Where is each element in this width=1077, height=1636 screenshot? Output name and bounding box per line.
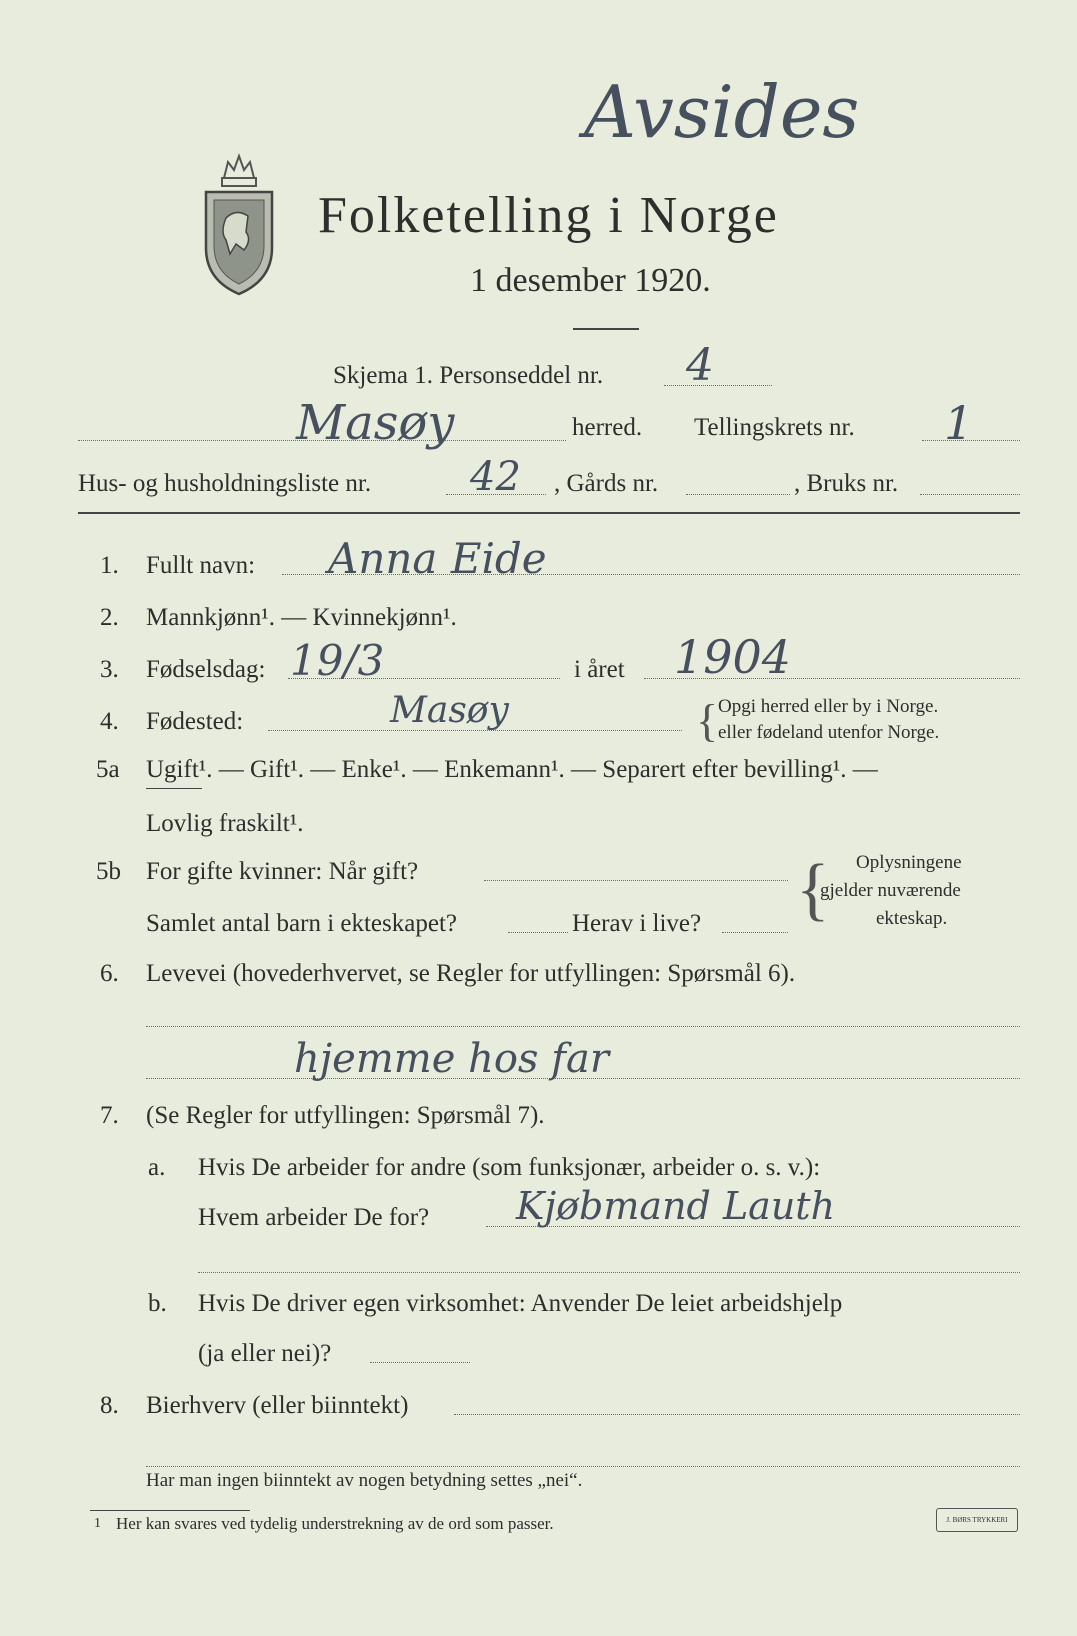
- skjema-label: Skjema 1. Personseddel nr.: [333, 362, 604, 389]
- footnote-text: Her kan svares ved tydelig understrekning av de ord som passer.: [116, 1514, 554, 1533]
- q7a-line-2: [198, 1272, 1020, 1273]
- tellingskrets-value: 1: [944, 396, 974, 450]
- herred-value: Masøy: [296, 395, 455, 451]
- q4-value: Masøy: [390, 690, 509, 731]
- q5a-label-2: Lovlig fraskilt¹.: [146, 810, 304, 837]
- q7a-label-2: Hvem arbeider De for?: [198, 1204, 430, 1231]
- q4-label: Fødested:: [146, 708, 244, 735]
- q8-note: Har man ingen biinntekt av nogen betydning settes „nei“.: [146, 1470, 583, 1491]
- q5b-line-2: [508, 932, 568, 933]
- handwritten-avsides: Avsides: [584, 70, 860, 154]
- q5b-label-3: Herav i live?: [572, 910, 702, 937]
- q8-line-2: [146, 1466, 1020, 1467]
- q7-label: (Se Regler for utfyllingen: Spørsmål 7).: [146, 1102, 545, 1129]
- coat-of-arms-icon: [196, 148, 282, 298]
- header-divider: [78, 512, 1020, 514]
- form-date: 1 desember 1920.: [470, 262, 711, 299]
- tellingskrets-label: Tellingskrets nr.: [694, 414, 855, 441]
- q6-number: 6.: [100, 960, 119, 987]
- q5a-label: Ugift¹. — Gift¹. — Enke¹. — Enkemann¹. — Separert efter bevilling¹. —: [146, 756, 878, 783]
- q8-label: Bierhverv (eller biinntekt): [146, 1392, 409, 1419]
- q7a-label: Hvis De arbeider for andre (som funksjonær, arbeider o. s. v.):: [198, 1154, 821, 1181]
- q4-note-1: Opgi herred eller by i Norge.: [718, 696, 939, 717]
- ugift-underline: [146, 788, 202, 789]
- bruks-label: , Bruks nr.: [794, 470, 899, 497]
- q7b-line: [370, 1362, 470, 1363]
- q6-value: hjemme hos far: [294, 1036, 609, 1082]
- q1-value: Anna Eide: [328, 534, 547, 583]
- gards-label: , Gårds nr.: [554, 470, 659, 497]
- q8-line: [454, 1414, 1020, 1415]
- q5b-line-3: [722, 932, 788, 933]
- personseddel-value: 4: [686, 340, 714, 391]
- printer-stamp: J. BØRS TRYKKERI: [936, 1508, 1018, 1532]
- q4-note-brace: {: [696, 695, 719, 746]
- q1-number: 1.: [100, 552, 119, 579]
- q7a-value: Kjøbmand Lauth: [516, 1184, 836, 1228]
- q7b-label: Hvis De driver egen virksomhet: Anvender De leiet arbeidshjelp: [198, 1290, 843, 1317]
- q4-number: 4.: [100, 708, 119, 735]
- hus-label: Hus- og husholdningsliste nr.: [78, 470, 372, 497]
- footnote-mark: 1: [94, 1516, 101, 1531]
- q5b-note-3: ekteskap.: [876, 908, 948, 929]
- q8-number: 8.: [100, 1392, 119, 1419]
- q7b-number: b.: [148, 1290, 167, 1317]
- bruks-line: [920, 494, 1020, 495]
- q4-note-2: eller fødeland utenfor Norge.: [718, 722, 940, 743]
- q5b-number: 5b: [96, 858, 121, 885]
- q5b-label: For gifte kvinner: Når gift?: [146, 858, 419, 885]
- hus-value: 42: [470, 454, 521, 500]
- q2-number: 2.: [100, 604, 119, 631]
- gards-line: [686, 494, 790, 495]
- footnote-rule: [90, 1510, 250, 1511]
- q7a-number: a.: [148, 1154, 166, 1181]
- q6-label: Levevei (hovederhvervet, se Regler for utfyllingen: Spørsmål 6).: [146, 960, 796, 987]
- q5b-label-2: Samlet antal barn i ekteskapet?: [146, 910, 457, 937]
- q5b-note-2: gjelder nuværende: [820, 880, 961, 901]
- q2-label: Mannkjønn¹. — Kvinnekjønn¹.: [146, 604, 457, 631]
- personseddel-line: [664, 385, 772, 386]
- q3-number: 3.: [100, 656, 119, 683]
- q7b-label-2: (ja eller nei)?: [198, 1340, 332, 1367]
- q5a-number: 5a: [96, 756, 120, 783]
- q5b-note-1: Oplysningene: [856, 852, 962, 873]
- q6-line-1: [146, 1026, 1020, 1027]
- title-divider: [573, 328, 639, 330]
- q3-year-label: i året: [574, 656, 625, 683]
- q5b-line: [484, 880, 788, 881]
- q3-year-value: 1904: [674, 630, 792, 684]
- q1-label: Fullt navn:: [146, 552, 256, 579]
- herred-label: herred.: [572, 414, 643, 441]
- q7-number: 7.: [100, 1102, 119, 1129]
- q5b-note-brace: {: [796, 851, 830, 928]
- q3-value: 19/3: [290, 636, 385, 685]
- q3-label: Fødselsdag:: [146, 656, 266, 683]
- form-title: Folketelling i Norge: [318, 187, 779, 244]
